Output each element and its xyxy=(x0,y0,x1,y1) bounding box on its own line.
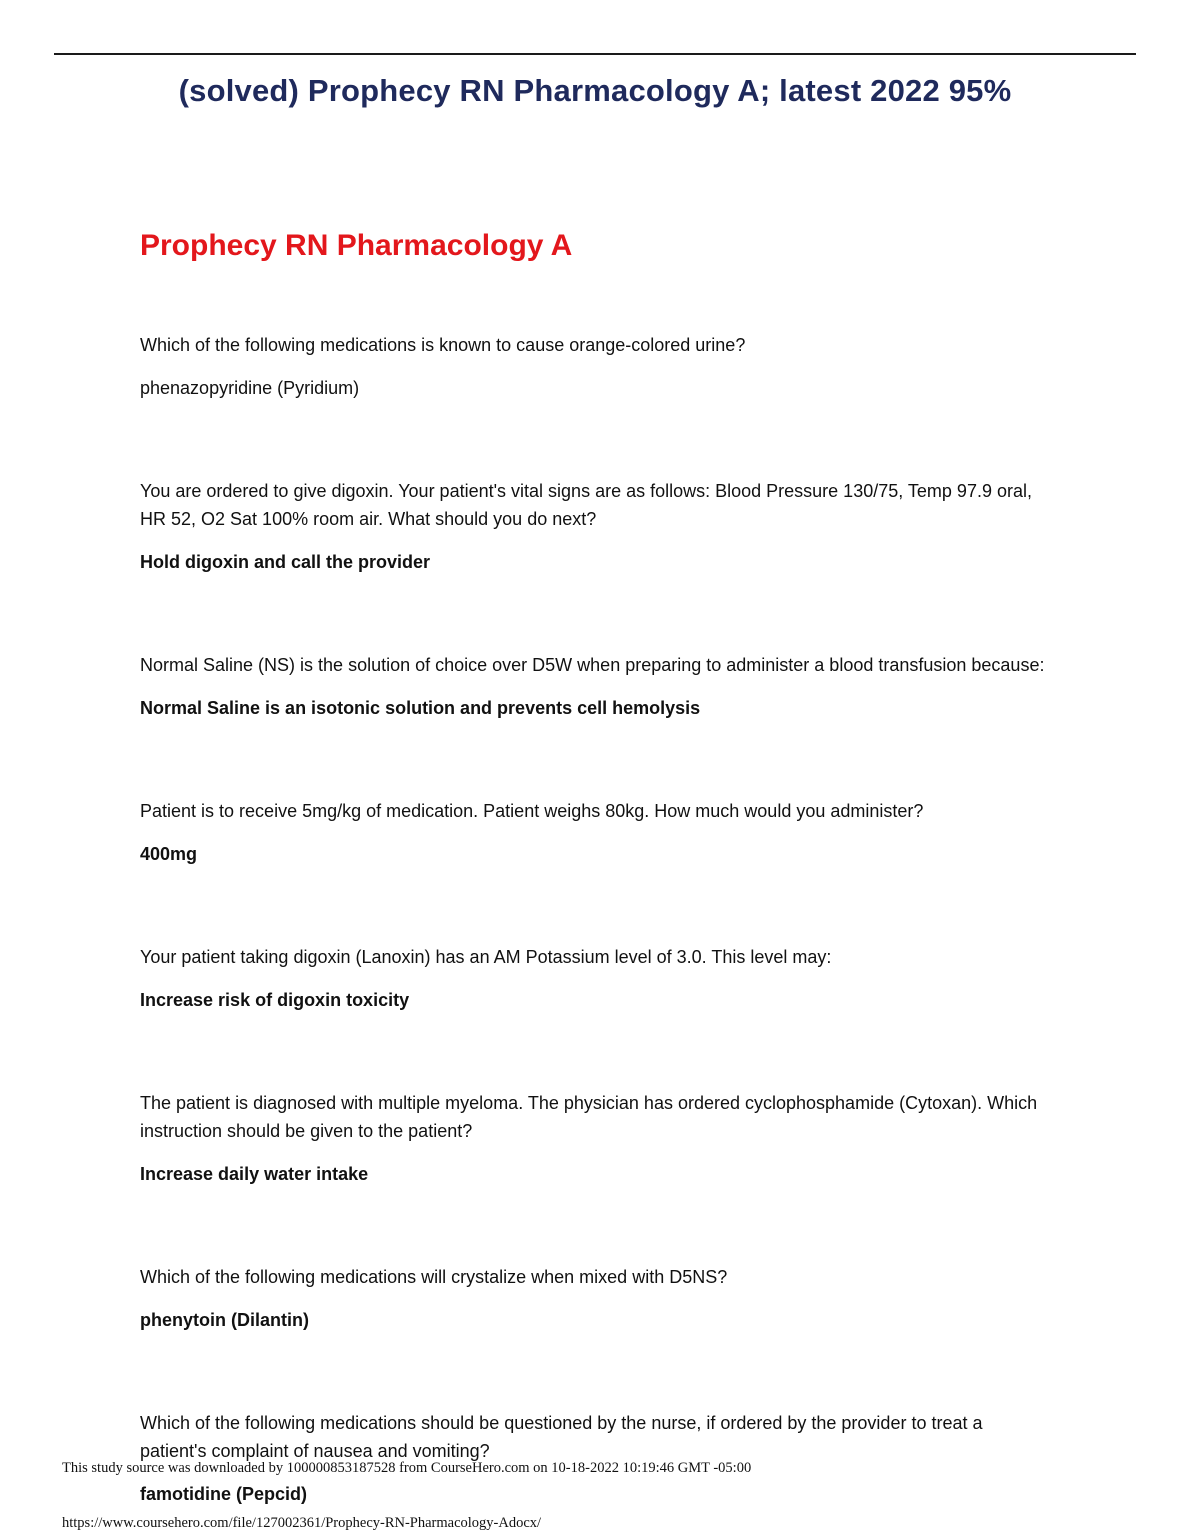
download-source-note: This study source was downloaded by 100000853187528 from CourseHero.com on 10-18-2022 10:19:46 GMT -05:00 xyxy=(62,1460,752,1476)
top-divider xyxy=(54,53,1136,55)
question-text: Normal Saline (NS) is the solution of choice over D5W when preparing to administer a blood transfusion because: xyxy=(140,655,1045,675)
question-text: Your patient taking digoxin (Lanoxin) has an AM Potassium level of 3.0. This level may: xyxy=(140,947,832,967)
qa-item xyxy=(140,797,1050,868)
question-text: You are ordered to give digoxin. Your patient's vital signs are as follows: Blood Pressure 130/75, Temp 97.9 oral, HR 52, O2 Sat 100% room air. What should you do next? xyxy=(140,481,1032,529)
qa-item xyxy=(140,1263,1050,1334)
qa-item xyxy=(140,477,1050,576)
qa-item xyxy=(140,331,1050,402)
qa-item xyxy=(140,651,1050,722)
question-text: Patient is to receive 5mg/kg of medication. Patient weighs 80kg. How much would you administer? xyxy=(140,801,924,821)
qa-list xyxy=(140,331,1050,1508)
answer-text: phenytoin (Dilantin) xyxy=(140,1310,309,1330)
answer-text: phenazopyridine (Pyridium) xyxy=(140,378,360,398)
question-text: Which of the following medications should be questioned by the nurse, if ordered by the provider to treat a patient's complaint of nausea and vomiting? xyxy=(140,1413,983,1461)
source-url[interactable]: https://www.coursehero.com/file/127002361/Prophecy-RN-Pharmacology-Adocx/ xyxy=(62,1515,542,1531)
question-text: Which of the following medications will crystalize when mixed with D5NS? xyxy=(140,1267,728,1287)
answer-text: 400mg xyxy=(140,844,198,864)
section-heading: Prophecy RN Pharmacology A xyxy=(140,229,573,262)
answer-text: Increase risk of digoxin toxicity xyxy=(140,990,410,1010)
answer-text: Normal Saline is an isotonic solution and prevents cell hemolysis xyxy=(140,698,701,718)
document-title: (solved) Prophecy RN Pharmacology A; latest 2022 95% xyxy=(178,73,1012,108)
answer-text: famotidine (Pepcid) xyxy=(140,1484,308,1504)
question-text: The patient is diagnosed with multiple myeloma. The physician has ordered cyclophosphamide (Cytoxan). Which instruction should be given to the patient? xyxy=(140,1093,1038,1141)
qa-item xyxy=(140,943,1050,1014)
answer-text: Hold digoxin and call the provider xyxy=(140,552,431,572)
qa-item xyxy=(140,1409,1050,1508)
qa-item xyxy=(140,1089,1050,1188)
answer-text: Increase daily water intake xyxy=(140,1164,369,1184)
question-text: Which of the following medications is known to cause orange-colored urine? xyxy=(140,335,746,355)
